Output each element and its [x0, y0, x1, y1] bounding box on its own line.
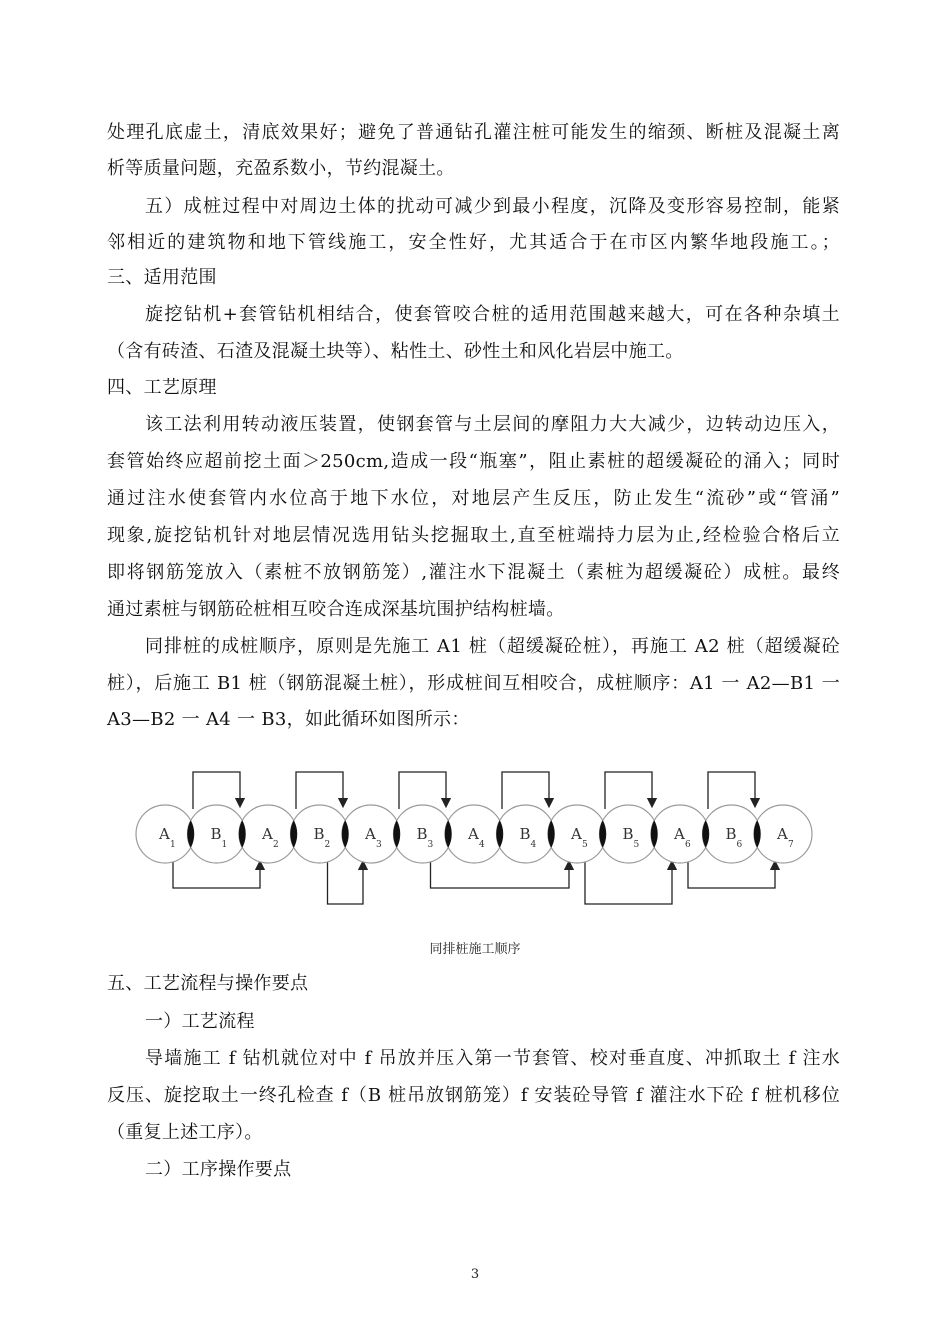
pile-label-subscript: 4 — [530, 840, 537, 850]
paragraph-line: 导墙施工 f 钻机就位对中 f 吊放并压入第一节套管、校对垂直度、冲抓取土 f 注水 — [145, 1048, 840, 1069]
pile-label: A — [468, 825, 479, 843]
paragraph-line: 通过注水使套管内水位高于地下水位，对地层产生反压，防止发生“流砂”或“管涌” — [107, 488, 840, 509]
paragraph-line: 该工法利用转动液压装置，使钢套管与土层间的摩阻力大大减少，边转动边压入， — [145, 414, 840, 435]
paragraph-line: 处理孔底虚土，清底效果好；避免了普通钻孔灌注桩可能发生的缩颈、断桩及混凝土离 — [107, 122, 840, 143]
sequence-arrow-top — [193, 772, 240, 809]
paragraph-line: （重复上述工序）。 — [107, 1122, 263, 1143]
pile-label-subscript: 4 — [479, 840, 485, 850]
paragraph-line: 桩），后施工 B1 桩（钢筋混凝土桩），形成桩间互相咬合，成桩顺序：A1 一 A2—B1 一 — [107, 673, 840, 694]
pile-label: A — [674, 825, 685, 843]
paragraph-line: （含有砖渣、石渣及混凝土块等）、粘性土、砂性土和风化岩层中施工。 — [107, 341, 684, 362]
pile-label-subscript: 5 — [633, 840, 640, 850]
paragraph-line: 五）成桩过程中对周边土体的扰动可减少到最小程度，沉降及变形容易控制，能紧 — [145, 196, 840, 217]
pile-label-subscript: 5 — [582, 840, 588, 850]
pile-label: B — [416, 825, 428, 843]
pile-label-subscript: 3 — [376, 840, 382, 850]
pile-label-subscript: 6 — [736, 840, 743, 850]
pile-label: A — [571, 825, 582, 843]
paragraph-line: 析等质量问题，充盈系数小，节约混凝土。 — [107, 158, 455, 179]
pile-label: A — [159, 825, 170, 843]
pile-label: B — [210, 825, 222, 843]
section-heading: 三、适用范围 — [107, 267, 217, 288]
paragraph-line: 现象,旋挖钻机针对地层情况选用钻头挖掘取土,直至桩端持力层为止,经检验合格后立 — [107, 525, 840, 546]
sequence-arrow-top — [502, 772, 549, 809]
paragraph-line: 即将钢筋笼放入（素桩不放钢筋笼）,灌注水下混凝土（素桩为超缓凝砼）成桩。最终 — [107, 562, 840, 583]
section-heading: 四、工艺原理 — [107, 377, 217, 398]
section-heading: 五、工艺流程与操作要点 — [107, 973, 309, 994]
paragraph-line: 套管始终应超前挖土面＞250cm,造成一段“瓶塞”，阻止素桩的超缓凝砼的涌入；同时 — [107, 451, 840, 472]
sequence-arrow-bottom — [431, 859, 570, 888]
pile-label: A — [365, 825, 376, 843]
pile-label-subscript: 1 — [221, 840, 228, 850]
sequence-arrow-top — [605, 772, 652, 809]
sequence-arrow-bottom — [585, 859, 672, 904]
pile-label-subscript: 1 — [170, 840, 176, 850]
paragraph-line: 邻相近的建筑物和地下管线施工，安全性好，尤其适合于在市区内繁华地段施工。； — [107, 232, 840, 253]
paragraph-line: 反压、旋挖取土一终孔检查 f（B 桩吊放钢筋笼）f 安装砼导管 f 灌注水下砼 f 桩机移位 — [107, 1085, 840, 1106]
pile-label: B — [622, 825, 634, 843]
subsection-heading: 一）工艺流程 — [145, 1011, 255, 1032]
subsection-heading: 二）工序操作要点 — [145, 1159, 292, 1180]
sequence-arrow-top — [399, 772, 446, 809]
sequence-arrow-top — [708, 772, 755, 809]
page-number: 3 — [470, 1267, 480, 1282]
pile-label: A — [262, 825, 273, 843]
paragraph-line: 旋挖钻机+套管钻机相结合，使套管咬合桩的适用范围越来越大，可在各种杂填土 — [145, 304, 840, 325]
paragraph-line: 同排桩的成桩顺序，原则是先施工 A1 桩（超缓凝砼桩），再施工 A2 桩（超缓凝砼 — [145, 636, 840, 657]
figure-caption: 同排桩施工顺序 — [429, 942, 521, 957]
paragraph-line: A3—B2 一 A4 一 B3，如此循环如图所示： — [107, 709, 470, 730]
pile-label: B — [519, 825, 531, 843]
paragraph-line: 通过素桩与钢筋砼桩相互咬合连成深基坑围护结构桩墙。 — [107, 599, 565, 620]
sequence-arrow-top — [296, 772, 343, 809]
pile-label-subscript: 3 — [427, 840, 434, 850]
pile-label: B — [725, 825, 737, 843]
sequence-arrow-bottom — [328, 859, 364, 904]
pile-label: B — [313, 825, 325, 843]
pile-label: A — [777, 825, 788, 843]
pile-label-subscript: 2 — [324, 840, 331, 850]
pile-label-subscript: 7 — [788, 840, 794, 850]
pile-label-subscript: 6 — [685, 840, 691, 850]
pile-label-subscript: 2 — [273, 840, 279, 850]
